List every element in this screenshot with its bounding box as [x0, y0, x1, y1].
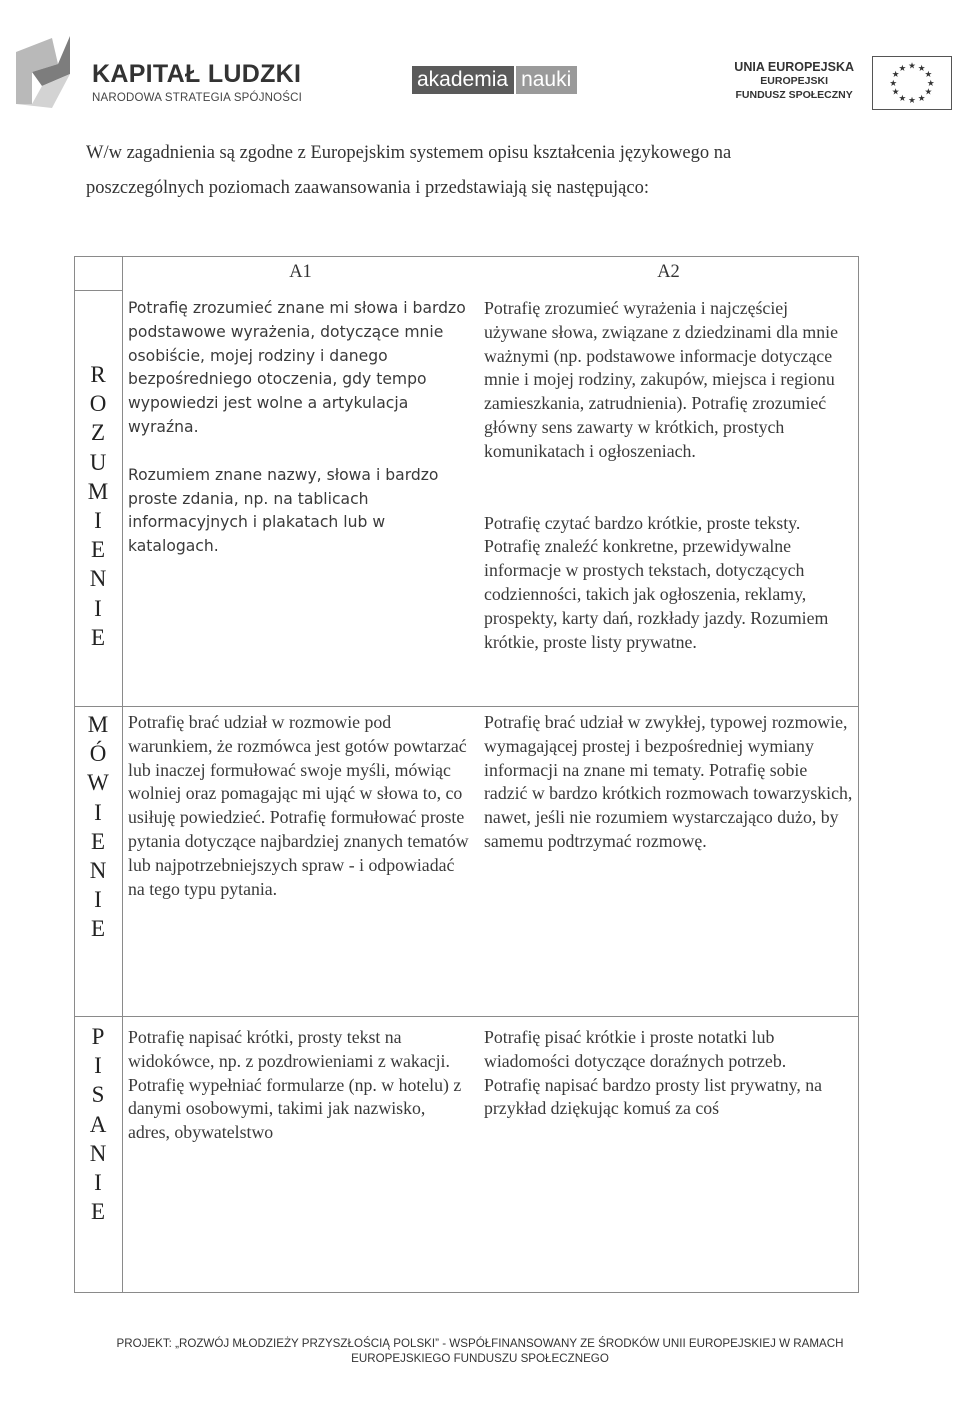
eu-line3: FUNDUSZ SPOŁECZNY	[735, 89, 853, 101]
eu-logo-text	[734, 60, 854, 102]
svg-text:★: ★	[908, 96, 916, 107]
rozumienie-a2-listening: Potrafię zrozumieć wyrażenia i najczęściej używane słowa, związane z dziedzinami dla mnie ważnymi (np. podstawowe informacje dotyczące mnie i mojej rodziny, zakupów, miejsca i regionu zamieszkania, zatrudnienia). Potrafię zrozumieć główny sens zawarty w krótkich, prostych komunikatach i ogłoszeniach.	[484, 298, 838, 461]
cell-mowienie-a2: Potrafię brać udział w zwykłej, typowej rozmowie, wymagającej prostej i bezpośredniej wymiany informacji na znane mi tematy. Potrafię sobie radzić w bardzo krótkich rozmowach towarzyskich, nawet, jeśli nie rozumiem wystarczająco dużo, by samemu podtrzymać rozmowę.	[484, 712, 853, 851]
table-border-top-left	[74, 256, 122, 257]
footer-line1: PROJEKT: „ROZWÓJ MŁODZIEŻY PRZYSZŁOŚCIĄ POLSKI” - WSPÓŁFINANSOWANY ZE ŚRODKÓW UNII EUROPEJSKIEJ W RAMACH	[116, 1337, 844, 1350]
table-border-bottom	[74, 1292, 859, 1293]
eu-line1: UNIA EUROPEJSKA	[734, 60, 854, 74]
nauki-word: nauki	[516, 66, 577, 94]
cell-pisanie-a1: Potrafię napisać krótki, prosty tekst na widokówce, np. z pozdrowieniami z wakacji. Potrafię wypełniać formularze (np. w hotelu) z danymi osobowymi, takimi jak nazwisko, adres, obywatelstwo	[128, 1027, 462, 1143]
svg-text:★: ★	[908, 61, 916, 72]
row-label-mowienie: M Ó W I E N I E	[87, 712, 109, 942]
column-header-a1: A1	[289, 262, 312, 282]
akademia-word: akademia	[412, 66, 514, 94]
cell-rozumienie-a2	[484, 297, 854, 654]
table-border-right	[858, 256, 859, 1293]
cell-pisanie-a2: Potrafię pisać krótkie i proste notatki lub wiadomości dotyczące doraźnych potrzeb. Potrafię napisać bardzo prosty list prywatny, na przykład dziękując komuś za coś	[484, 1027, 823, 1119]
kapital-ludzki-emblem-icon	[12, 34, 74, 110]
svg-text:★: ★	[924, 70, 933, 81]
cell-rozumienie-a1	[128, 297, 473, 559]
svg-text:★: ★	[898, 93, 907, 104]
label-column-divider	[122, 256, 123, 1293]
table-border-top	[122, 256, 859, 257]
column-header-a2: A2	[657, 262, 680, 282]
footer-line2: EUROPEJSKIEGO FUNDUSZU SPOŁECZNEGO	[351, 1352, 609, 1365]
svg-text:★: ★	[889, 78, 898, 89]
eu-flag-icon	[872, 56, 952, 110]
rozumienie-a2-reading: Potrafię czytać bardzo krótkie, proste teksty. Potrafię znaleźć konkretne, przewidywalne informacje w prostych tekstach, dotyczących codzienności, takich jak ogłoszenia, reklamy, prospekty, karty dań, rozkłady jazdy. Rozumiem krótkie, proste listy prywatne.	[484, 512, 829, 652]
intro-paragraph: W/w zagadnienia są zgodne z Europejskim systemem opisu kształcenia językowego na poszczególnych poziomach zaawansowania i przedstawiają się następująco:	[86, 143, 732, 198]
rozumienie-a1-reading: Rozumiem znane nazwy, słowa i bardzo proste zdania, np. na tablicach informacyjnych i plakatach lub w katalogach.	[128, 465, 439, 556]
svg-text:★: ★	[917, 63, 926, 74]
row-divider-2	[74, 1016, 859, 1017]
kapital-ludzki-subtitle: NARODOWA STRATEGIA SPÓJNOŚCI	[92, 92, 303, 104]
kapital-ludzki-title: KAPITAŁ LUDZKI	[92, 60, 302, 88]
svg-text:★: ★	[898, 63, 907, 74]
eu-line2: EUROPEJSKI	[760, 75, 828, 87]
cell-mowienie-a1: Potrafię brać udział w rozmowie pod warunkiem, że rozmówca jest gotów powtarzać lub inaczej formułować swoje myśli, mówiąc wolniej oraz pomagając mi ująć w słowa to, co usiłuję powiedzieć. Potrafię formułować proste pytania dotyczące najbardziej znanych tematów lub najpotrzebniejszych spraw - i odpowiadać na tego typu pytania.	[128, 712, 469, 899]
kapital-ludzki-logo	[12, 34, 303, 114]
row-label-rozumienie: R O Z U M I E N I E	[87, 362, 109, 650]
svg-text:★: ★	[891, 87, 900, 98]
rozumienie-a1-listening: Potrafię zrozumieć znane mi słowa i bardzo podstawowe wyrażenia, dotyczące mnie osobiście, mojej rodziny i danego bezpośredniego otoczenia, gdy tempo wypowiedzi jest wolne a artykulacja wyraźna.	[128, 299, 466, 436]
svg-text:★: ★	[926, 78, 935, 89]
page-footer	[0, 1336, 960, 1366]
row-divider-1	[74, 706, 859, 707]
akademia-nauki-logo	[412, 66, 577, 94]
table-header-divider	[74, 290, 122, 291]
eu-logo	[722, 56, 952, 110]
row-label-pisanie: P I S A N I E	[89, 1024, 107, 1225]
svg-text:★: ★	[891, 70, 900, 81]
svg-text:★: ★	[917, 93, 926, 104]
svg-text:★: ★	[924, 87, 933, 98]
